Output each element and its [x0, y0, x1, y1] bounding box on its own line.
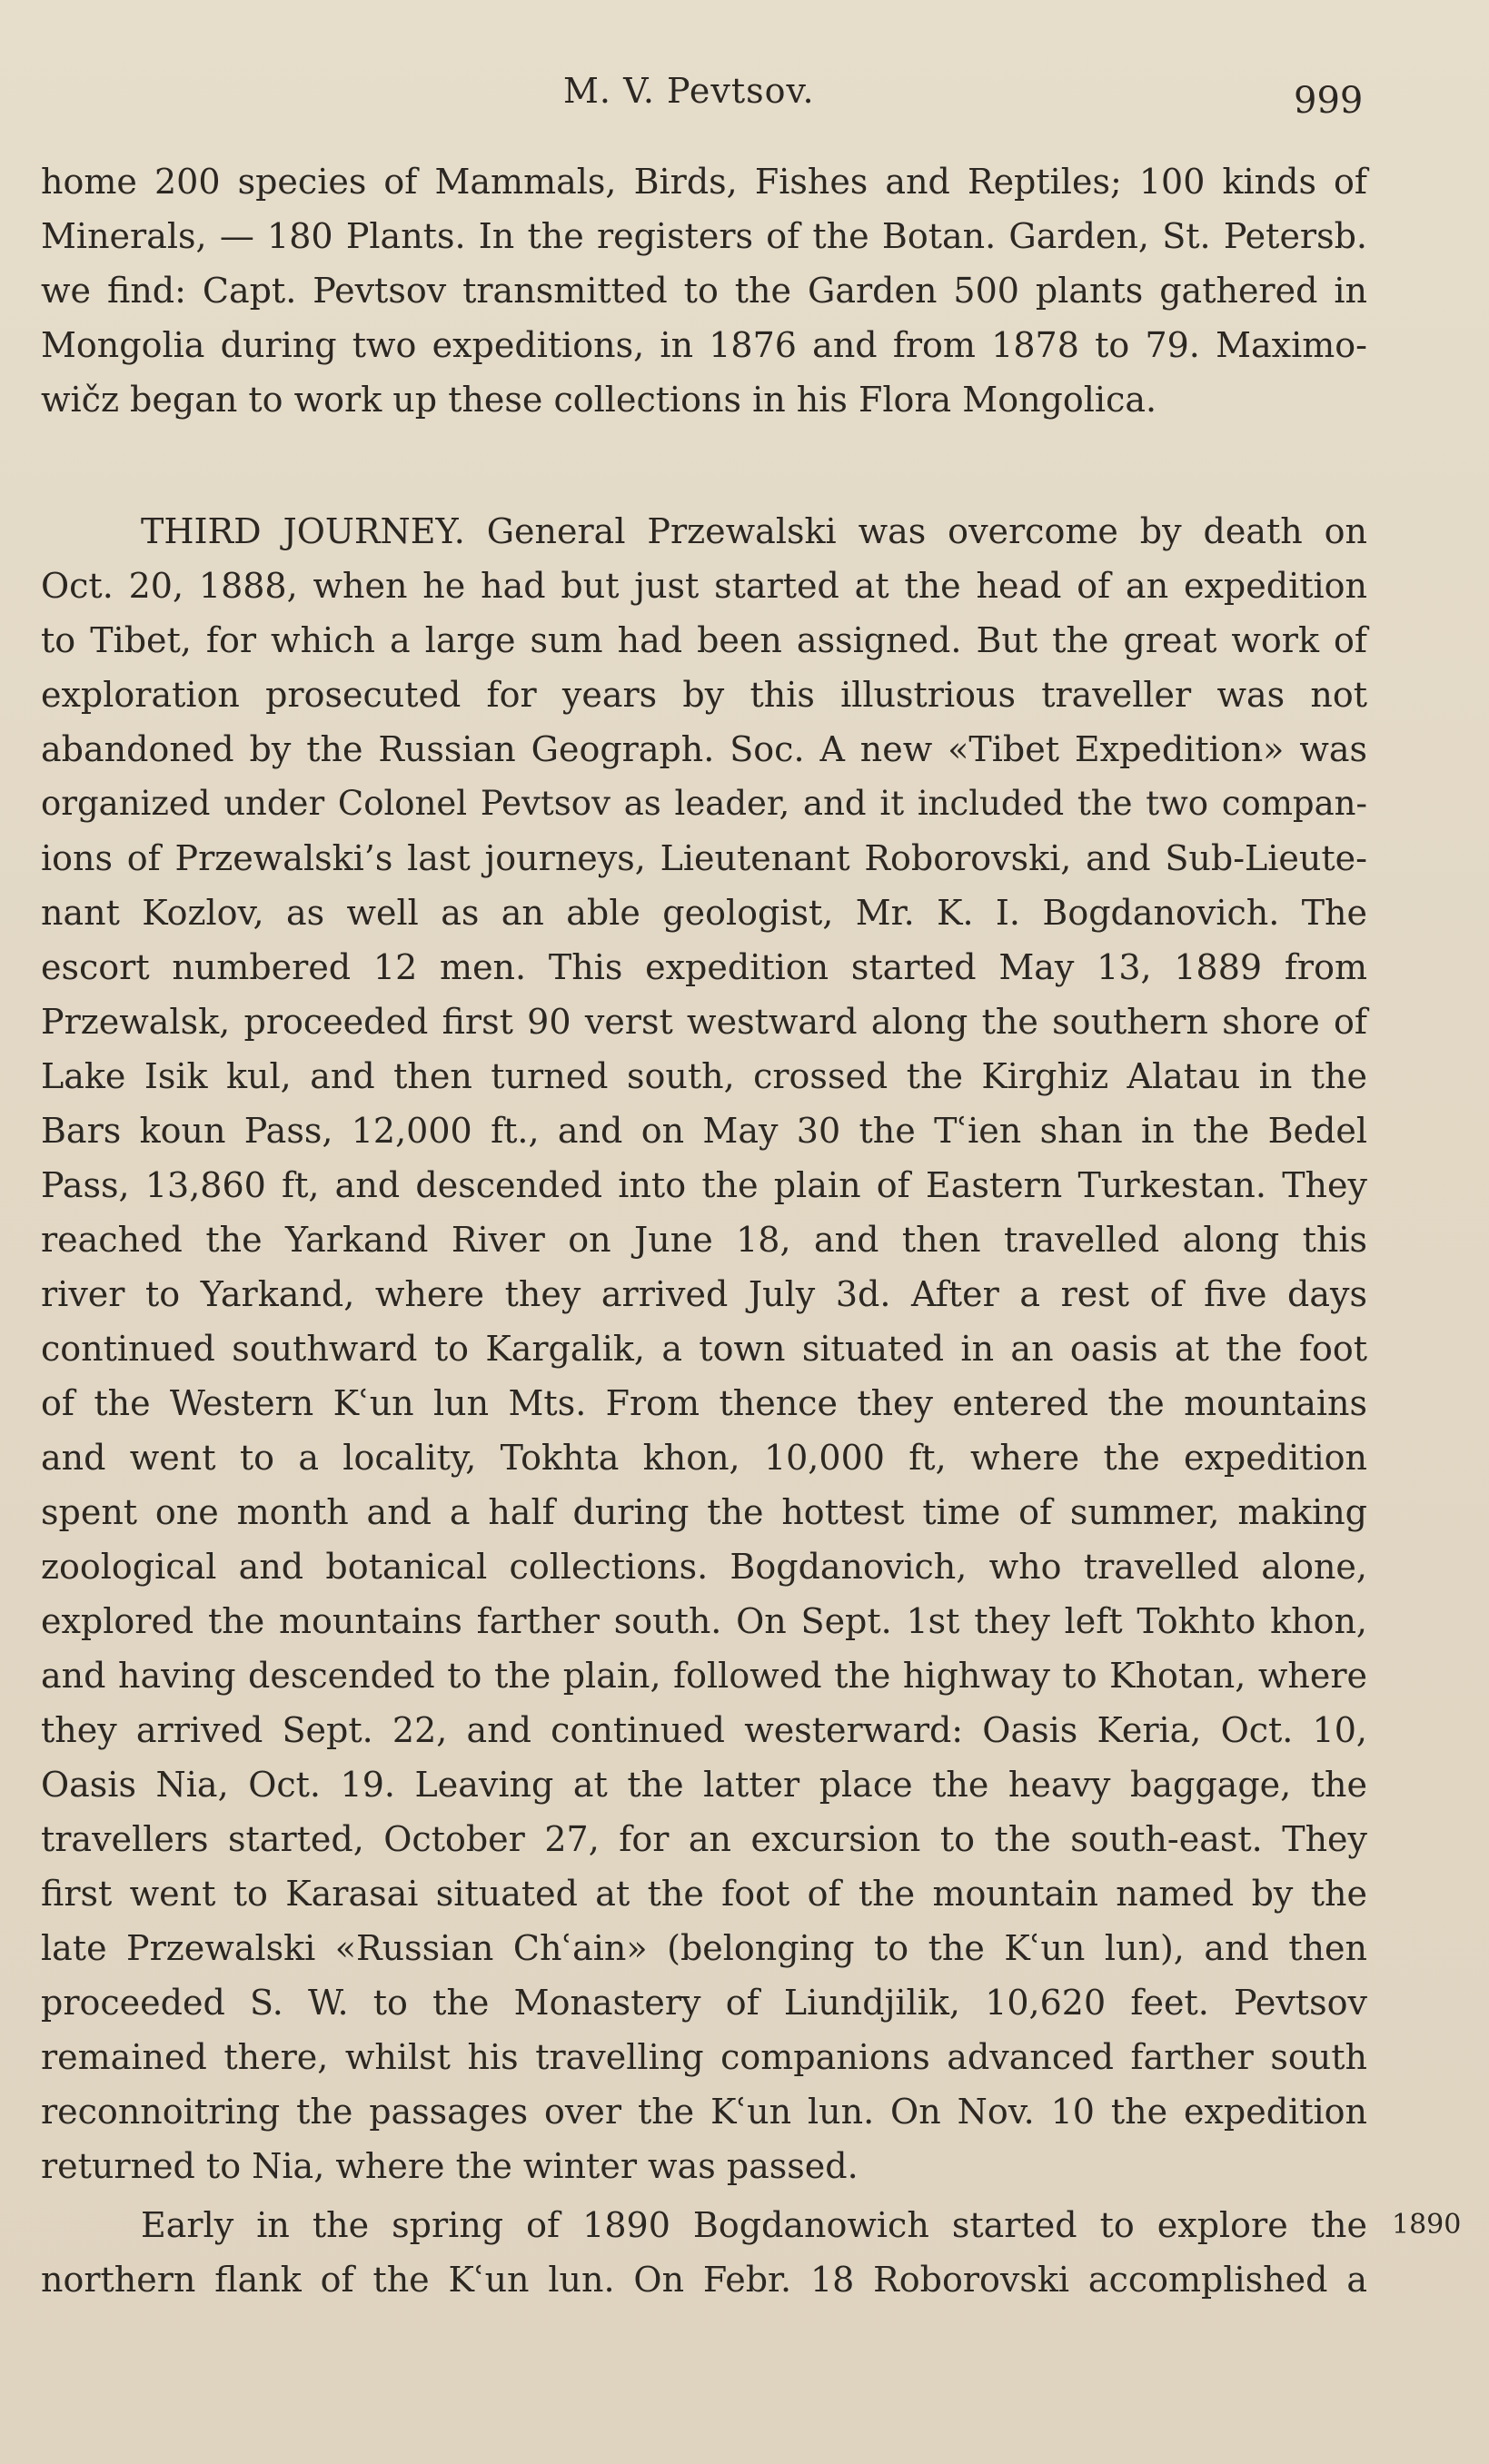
text-line: continued southward to Kargalik, a town situated in an oasis at the foot: [41, 1329, 1367, 1369]
text-line: nant Kozlov, as well as an able geologist, Mr. K. I. Bogdanovich. The: [41, 893, 1367, 933]
text-line: Pass, 13,860 ft, and descended into the plain of Eastern Turkestan. They: [41, 1165, 1367, 1205]
text-line: zoological and botanical collections. Bogdanovich, who travelled alone,: [41, 1547, 1367, 1587]
text-line: abandoned by the Russian Geograph. Soc. A new «Tibet Expedition» was: [41, 729, 1367, 769]
running-head: [0, 71, 1489, 125]
paragraph-end-line: wičz began to work up these collections in his Flora Mongolica.: [41, 380, 1157, 420]
text-line: Oct. 20, 1888, when he had but just started at the head of an expedition: [41, 566, 1367, 606]
running-title: M. V. Pevtsov.: [563, 71, 815, 111]
text-line: we find: Capt. Pevtsov transmitted to the Garden 500 plants gathered in: [41, 271, 1367, 311]
text-line: organized under Colonel Pevtsov as leader, and it included the two compan-: [41, 784, 1367, 823]
text-line: and having descended to the plain, followed the highway to Khotan, where: [41, 1656, 1367, 1696]
text-line: of the Western Kʿun lun Mts. From thence they entered the mountains: [41, 1383, 1367, 1423]
text-line: exploration prosecuted for years by this illustrious traveller was not: [41, 675, 1367, 715]
text-line: reconnoitring the passages over the Kʿun lun. On Nov. 10 the expedition: [41, 2092, 1367, 2132]
text-line: northern flank of the Kʿun lun. On Febr. 18 Roborovski accomplished a: [41, 2260, 1367, 2300]
text-line: home 200 species of Mammals, Birds, Fishes and Reptiles; 100 kinds of: [41, 162, 1367, 202]
text-line: reached the Yarkand River on June 18, and then travelled along this: [41, 1220, 1367, 1260]
text-line: river to Yarkand, where they arrived July 3d. After a rest of five days: [41, 1274, 1367, 1314]
text-line: proceeded S. W. to the Monastery of Liundjilik, 10,620 feet. Pevtsov: [41, 1983, 1367, 2023]
text-line: escort numbered 12 men. This expedition started May 13, 1889 from: [41, 947, 1367, 987]
text-line: remained there, whilst his travelling companions advanced farther south: [41, 2037, 1367, 2077]
text-line: to Tibet, for which a large sum had been assigned. But the great work of: [41, 620, 1367, 660]
text-line: travellers started, October 27, for an excursion to the south-east. They: [41, 1819, 1367, 1859]
text-line: Lake Isik kul, and then turned south, crossed the Kirghiz Alatau in the: [41, 1056, 1367, 1096]
text-line: Oasis Nia, Oct. 19. Leaving at the latter place the heavy baggage, the: [41, 1765, 1367, 1805]
margin-year-note: 1890: [1392, 2209, 1462, 2241]
text-line: they arrived Sept. 22, and continued westerward: Oasis Keria, Oct. 10,: [41, 1710, 1367, 1750]
text-line: explored the mountains farther south. On Sept. 1st they left Tokhto khon,: [41, 1601, 1367, 1641]
paragraph-first-line: THIRD JOURNEY. General Przewalski was overcome by death on: [141, 511, 1367, 551]
text-line: first went to Karasai situated at the foot of the mountain named by the: [41, 1874, 1367, 1914]
text-line: Minerals, — 180 Plants. In the registers of the Botan. Garden, St. Petersb.: [41, 216, 1367, 256]
text-line: late Przewalski «Russian Chʿain» (belonging to the Kʿun lun), and then: [41, 1928, 1367, 1968]
page-number: 999: [1294, 80, 1364, 122]
paragraph-first-line: Early in the spring of 1890 Bogdanowich started to explore the: [141, 2205, 1367, 2245]
text-line: spent one month and a half during the hottest time of summer, making: [41, 1492, 1367, 1532]
paragraph-end-line: returned to Nia, where the winter was passed.: [41, 2146, 859, 2186]
text-line: ions of Przewalski’s last journeys, Lieutenant Roborovski, and Sub-Lieute-: [41, 838, 1367, 878]
text-line: Przewalsk, proceeded first 90 verst westward along the southern shore of: [41, 1002, 1367, 1042]
text-line: Bars koun Pass, 12,000 ft., and on May 30 the Tʿien shan in the Bedel: [41, 1111, 1367, 1151]
text-line: and went to a locality, Tokhta khon, 10,000 ft, where the expedition: [41, 1438, 1367, 1478]
text-line: Mongolia during two expeditions, in 1876 and from 1878 to 79. Maximo-: [41, 325, 1367, 365]
